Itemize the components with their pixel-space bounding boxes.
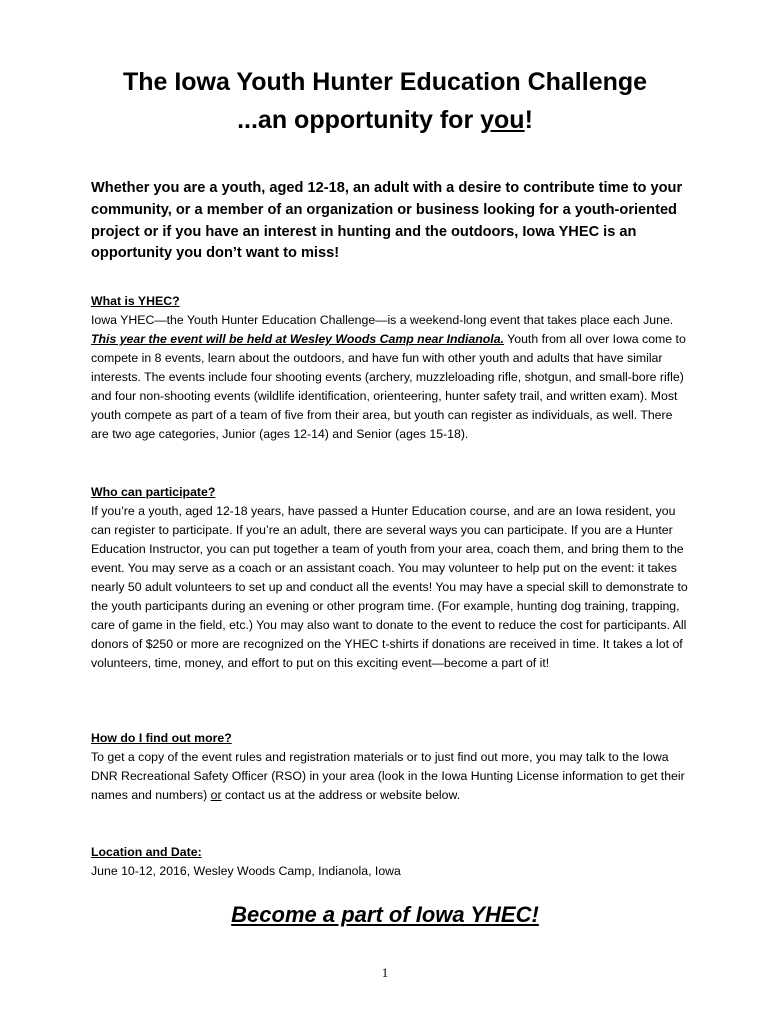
section-find-out-more <box>91 729 691 805</box>
page-number: 1 <box>381 965 389 980</box>
subtitle-suffix: ! <box>524 106 533 134</box>
section-text: Iowa YHEC—the Youth Hunter Education Challenge—is a weekend-long event that takes place each June. <box>91 313 674 327</box>
or-emphasis: or <box>210 788 222 802</box>
section-heading: Location and Date: <box>91 845 202 859</box>
intro-paragraph: Whether you are a youth, aged 12-18, an adult with a desire to contribute time to your community, or a member of an organization or business looking for a youth-oriented project or if you have an interest in hunting and the outdoors, Iowa YHEC is an opportunity you don’t want to miss! <box>91 180 683 262</box>
subtitle-emphasis: you <box>480 106 525 134</box>
section-text: June 10-12, 2016, Wesley Woods Camp, Indianola, Iowa <box>91 864 401 878</box>
section-what-is-yhec <box>91 292 691 444</box>
page-subtitle <box>40 104 730 136</box>
section-heading: Who can participate? <box>91 485 216 499</box>
section-who-can-participate <box>91 483 691 673</box>
section-text-continued: Youth from all over Iowa come to compete in 8 events, learn about the outdoors, and have fun with other youth and adults that have similar interests. The events include four shooting events (archery, muzzleloading rifle, shotgun, and small-bore rifle) and four non-shooting events (wildlife identification, orienteering, hunter safety trail, and written exam). Most youth compete as part of a team of five from their area, but youth can register as individuals, as well. There are two age categories, Junior (ages 12-14) and Senior (ages 15-18). <box>91 332 686 441</box>
section-location-date <box>91 843 691 881</box>
page-title: The Iowa Youth Hunter Education Challenge <box>122 68 648 96</box>
section-text: To get a copy of the event rules and registration materials or to just find out more, you may talk to the Iowa DNR Recreational Safety Officer (RSO) in your area (look in the Iowa Hunting License information to get their names and numbers) <box>91 750 685 802</box>
subtitle-prefix: ...an opportunity for <box>237 106 481 134</box>
event-location-highlight: This year the event will be held at Wesley Woods Camp near Indianola. <box>91 332 504 346</box>
call-to-action: Become a part of Iowa YHEC! <box>231 902 539 927</box>
section-text: If you’re a youth, aged 12-18 years, have passed a Hunter Education course, and are an Iowa resident, you can register to participate. If you’re an adult, there are several ways you can participate. If you are a Hunter Education Instructor, you can put together a team of youth from your area, coach them, and bring them to the event. You may serve as a coach or an assistant coach. You may volunteer to help put on the event: it takes nearly 50 adult volunteers to set up and conduct all the events! You may have a special skill to demonstrate to the youth participants during an evening or other program time. (For example, hunting dog training, trapping, care of game in the field, etc.) You may also want to donate to the event to reduce the cost for participants. All donors of $250 or more are recognized on the YHEC t-shirts if donations are received in time. It takes a lot of volunteers, time, money, and effort to put on this exciting event—become a part of it! <box>91 504 688 670</box>
section-heading: What is YHEC? <box>91 294 180 308</box>
section-text-continued: contact us at the address or website below. <box>221 788 461 802</box>
section-heading: How do I find out more? <box>91 731 232 745</box>
